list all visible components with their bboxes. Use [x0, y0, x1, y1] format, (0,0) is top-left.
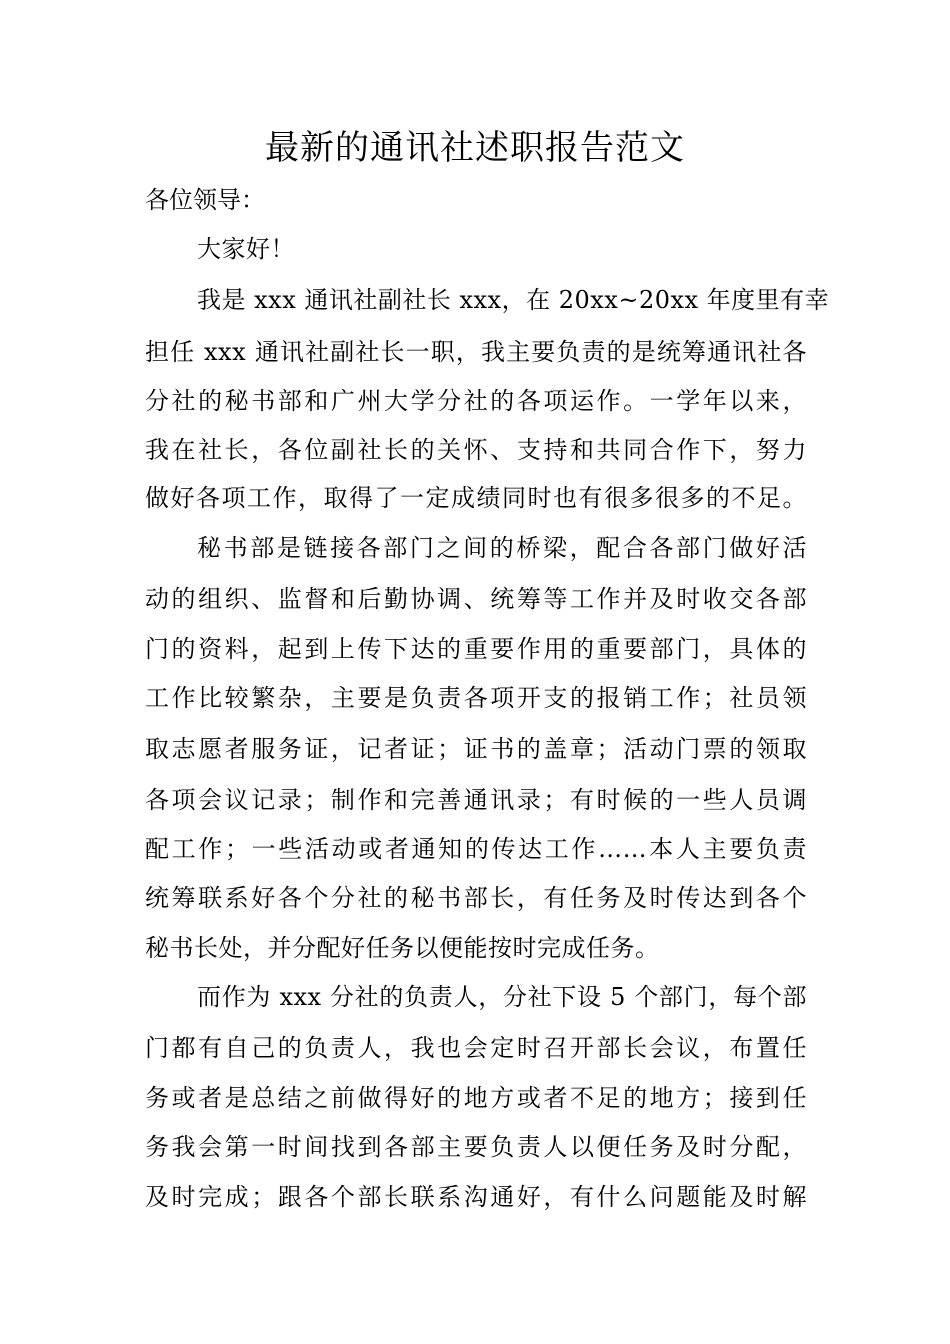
text-line: 门都有自己的负责人，我也会定时召开部长会议，布置任 — [145, 1034, 807, 1062]
salutation: 各位领导： — [145, 186, 265, 214]
document-title: 最新的通讯社述职报告范文 — [265, 128, 685, 168]
text-line: 我在社长，各位副社长的关怀、支持和共同合作下，努力 — [145, 436, 807, 464]
text-line: 及时完成；跟各个部长联系沟通好，有什么问题能及时解 — [145, 1183, 807, 1211]
text-line: 我是 xxx 通讯社副社长 xxx，在 20xx~20xx 年度里有幸 — [197, 286, 830, 314]
text-line: 而作为 xxx 分社的负责人，分社下设 5 个部门，每个部 — [197, 983, 807, 1011]
text-line: 秘书长处，并分配好任务以便能按时完成任务。 — [145, 934, 660, 962]
text-line: 取志愿者服务证，记者证；证书的盖章；活动门票的领取 — [145, 735, 807, 763]
text-line: 分社的秘书部和广州大学分社的各项运作。一学年以来， — [145, 387, 807, 415]
text-line: 统筹联系好各个分社的秘书部长，有任务及时传达到各个 — [145, 884, 807, 912]
text-line: 务或者是总结之前做得好的地方或者不足的地方；接到任 — [145, 1084, 807, 1112]
text-line: 担任 xxx 通讯社副社长一职，我主要负责的是统筹通讯社各 — [145, 338, 807, 366]
text-line: 动的组织、监督和后勤协调、统筹等工作并及时收交各部 — [145, 585, 807, 613]
text-line: 各项会议记录；制作和完善通讯录；有时候的一些人员调 — [145, 786, 807, 814]
text-line: 配工作；一些活动或者通知的传达工作……本人主要负责 — [145, 835, 807, 863]
text-line: 工作比较繁杂，主要是负责各项开支的报销工作；社员领 — [145, 684, 807, 712]
text-line: 秘书部是链接各部门之间的桥梁，配合各部门做好活 — [197, 534, 807, 562]
text-line: 务我会第一时间找到各部主要负责人以便任务及时分配， — [145, 1133, 807, 1161]
text-line: 做好各项工作，取得了一定成绩同时也有很多很多的不足。 — [145, 484, 807, 512]
text-line: 门的资料，起到上传下达的重要作用的重要部门，具体的 — [145, 635, 807, 663]
text-line: 大家好！ — [197, 235, 295, 263]
